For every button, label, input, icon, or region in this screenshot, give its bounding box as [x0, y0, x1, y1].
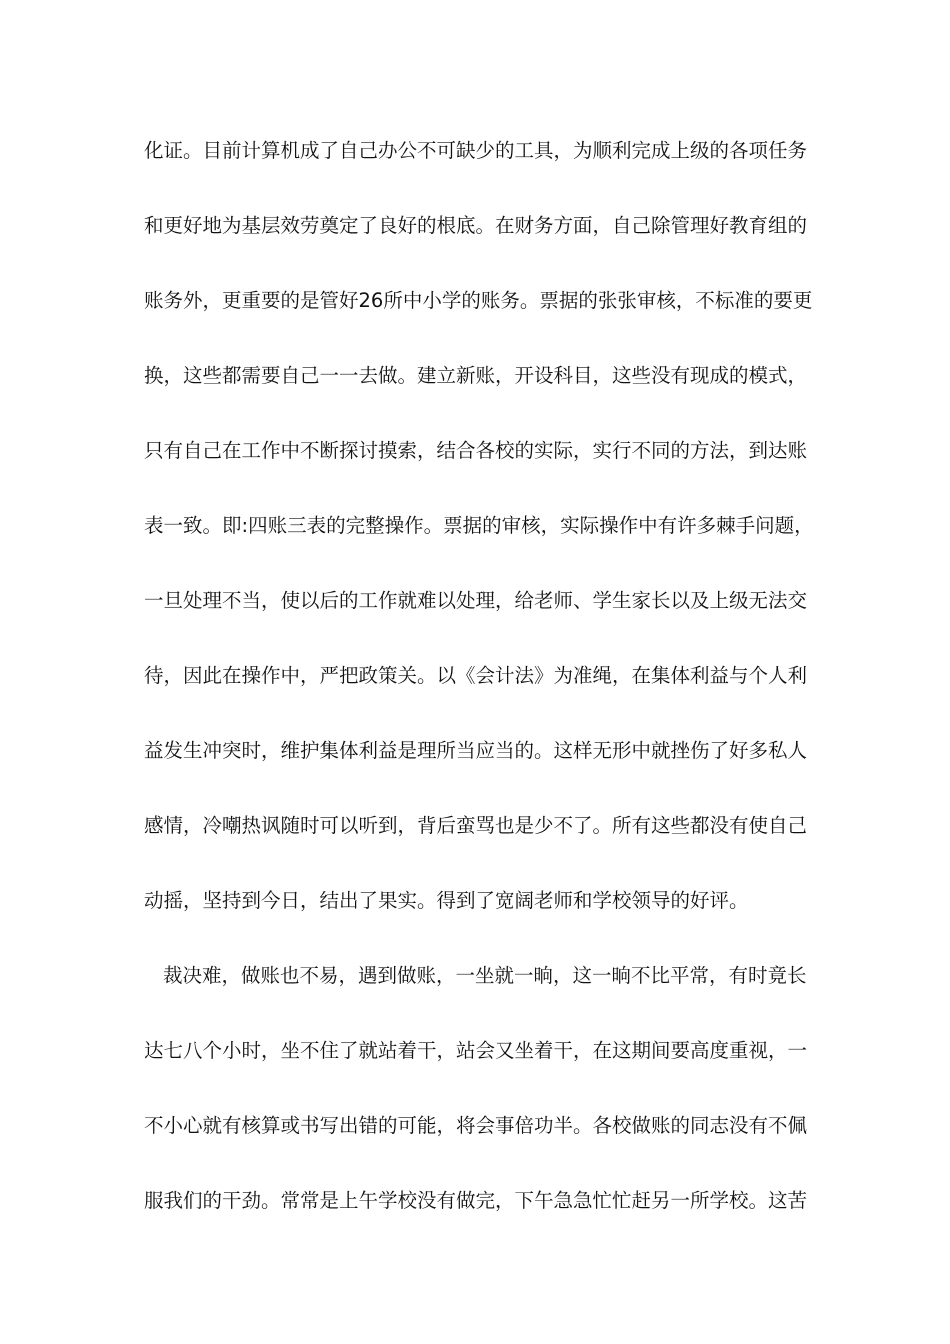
text-line: 一旦处理不当，使以后的工作就难以处理，给老师、学生家长以及上级无法交 [144, 589, 808, 612]
text-line: 动摇，坚持到今日，结出了果实。得到了宽阔老师和学校领导的好评。 [144, 889, 749, 912]
text-line: 感情，冷嘲热讽随时可以听到，背后蛮骂也是少不了。所有这些都没有使自己 [144, 814, 808, 837]
text-line: 服我们的干劲。常常是上午学校没有做完，下午急急忙忙赶另一所学校。这苦 [144, 1189, 808, 1212]
text-line: 待，因此在操作中，严把政策关。以《会计法》为准绳，在集体利益与个人利 [144, 664, 808, 687]
text-line: 账务外，更重要的是管好26所中小学的账务。票据的张张审核，不标准的要更 [144, 289, 813, 312]
text-line: 和更好地为基层效劳奠定了良好的根底。在财务方面，自己除管理好教育组的 [144, 214, 808, 237]
text-line: 益发生冲突时，维护集体利益是理所当应当的。这样无形中就挫伤了好多私人 [144, 739, 808, 762]
text-line: 达七八个小时，坐不住了就站着干，站会又坐着干，在这期间要高度重视，一 [144, 1039, 808, 1062]
text-line: 只有自己在工作中不断探讨摸索，结合各校的实际，实行不同的方法，到达账 [144, 439, 808, 462]
text-line: 换，这些都需要自己一一去做。建立新账，开设科目，这些没有现成的模式， [144, 364, 808, 387]
text-line: 不小心就有核算或书写出错的可能，将会事倍功半。各校做账的同志没有不佩 [144, 1114, 808, 1137]
body-text [144, 131, 816, 1256]
text-line: 化证。目前计算机成了自己办公不可缺少的工具，为顺利完成上级的各项任务 [144, 139, 808, 162]
paragraph-start-line: 裁决难，做账也不易，遇到做账，一坐就一晌，这一晌不比平常，有时竟长 [163, 964, 807, 987]
text-line: 表一致。即:四账三表的完整操作。票据的审核，实际操作中有许多棘手问题， [144, 514, 814, 537]
